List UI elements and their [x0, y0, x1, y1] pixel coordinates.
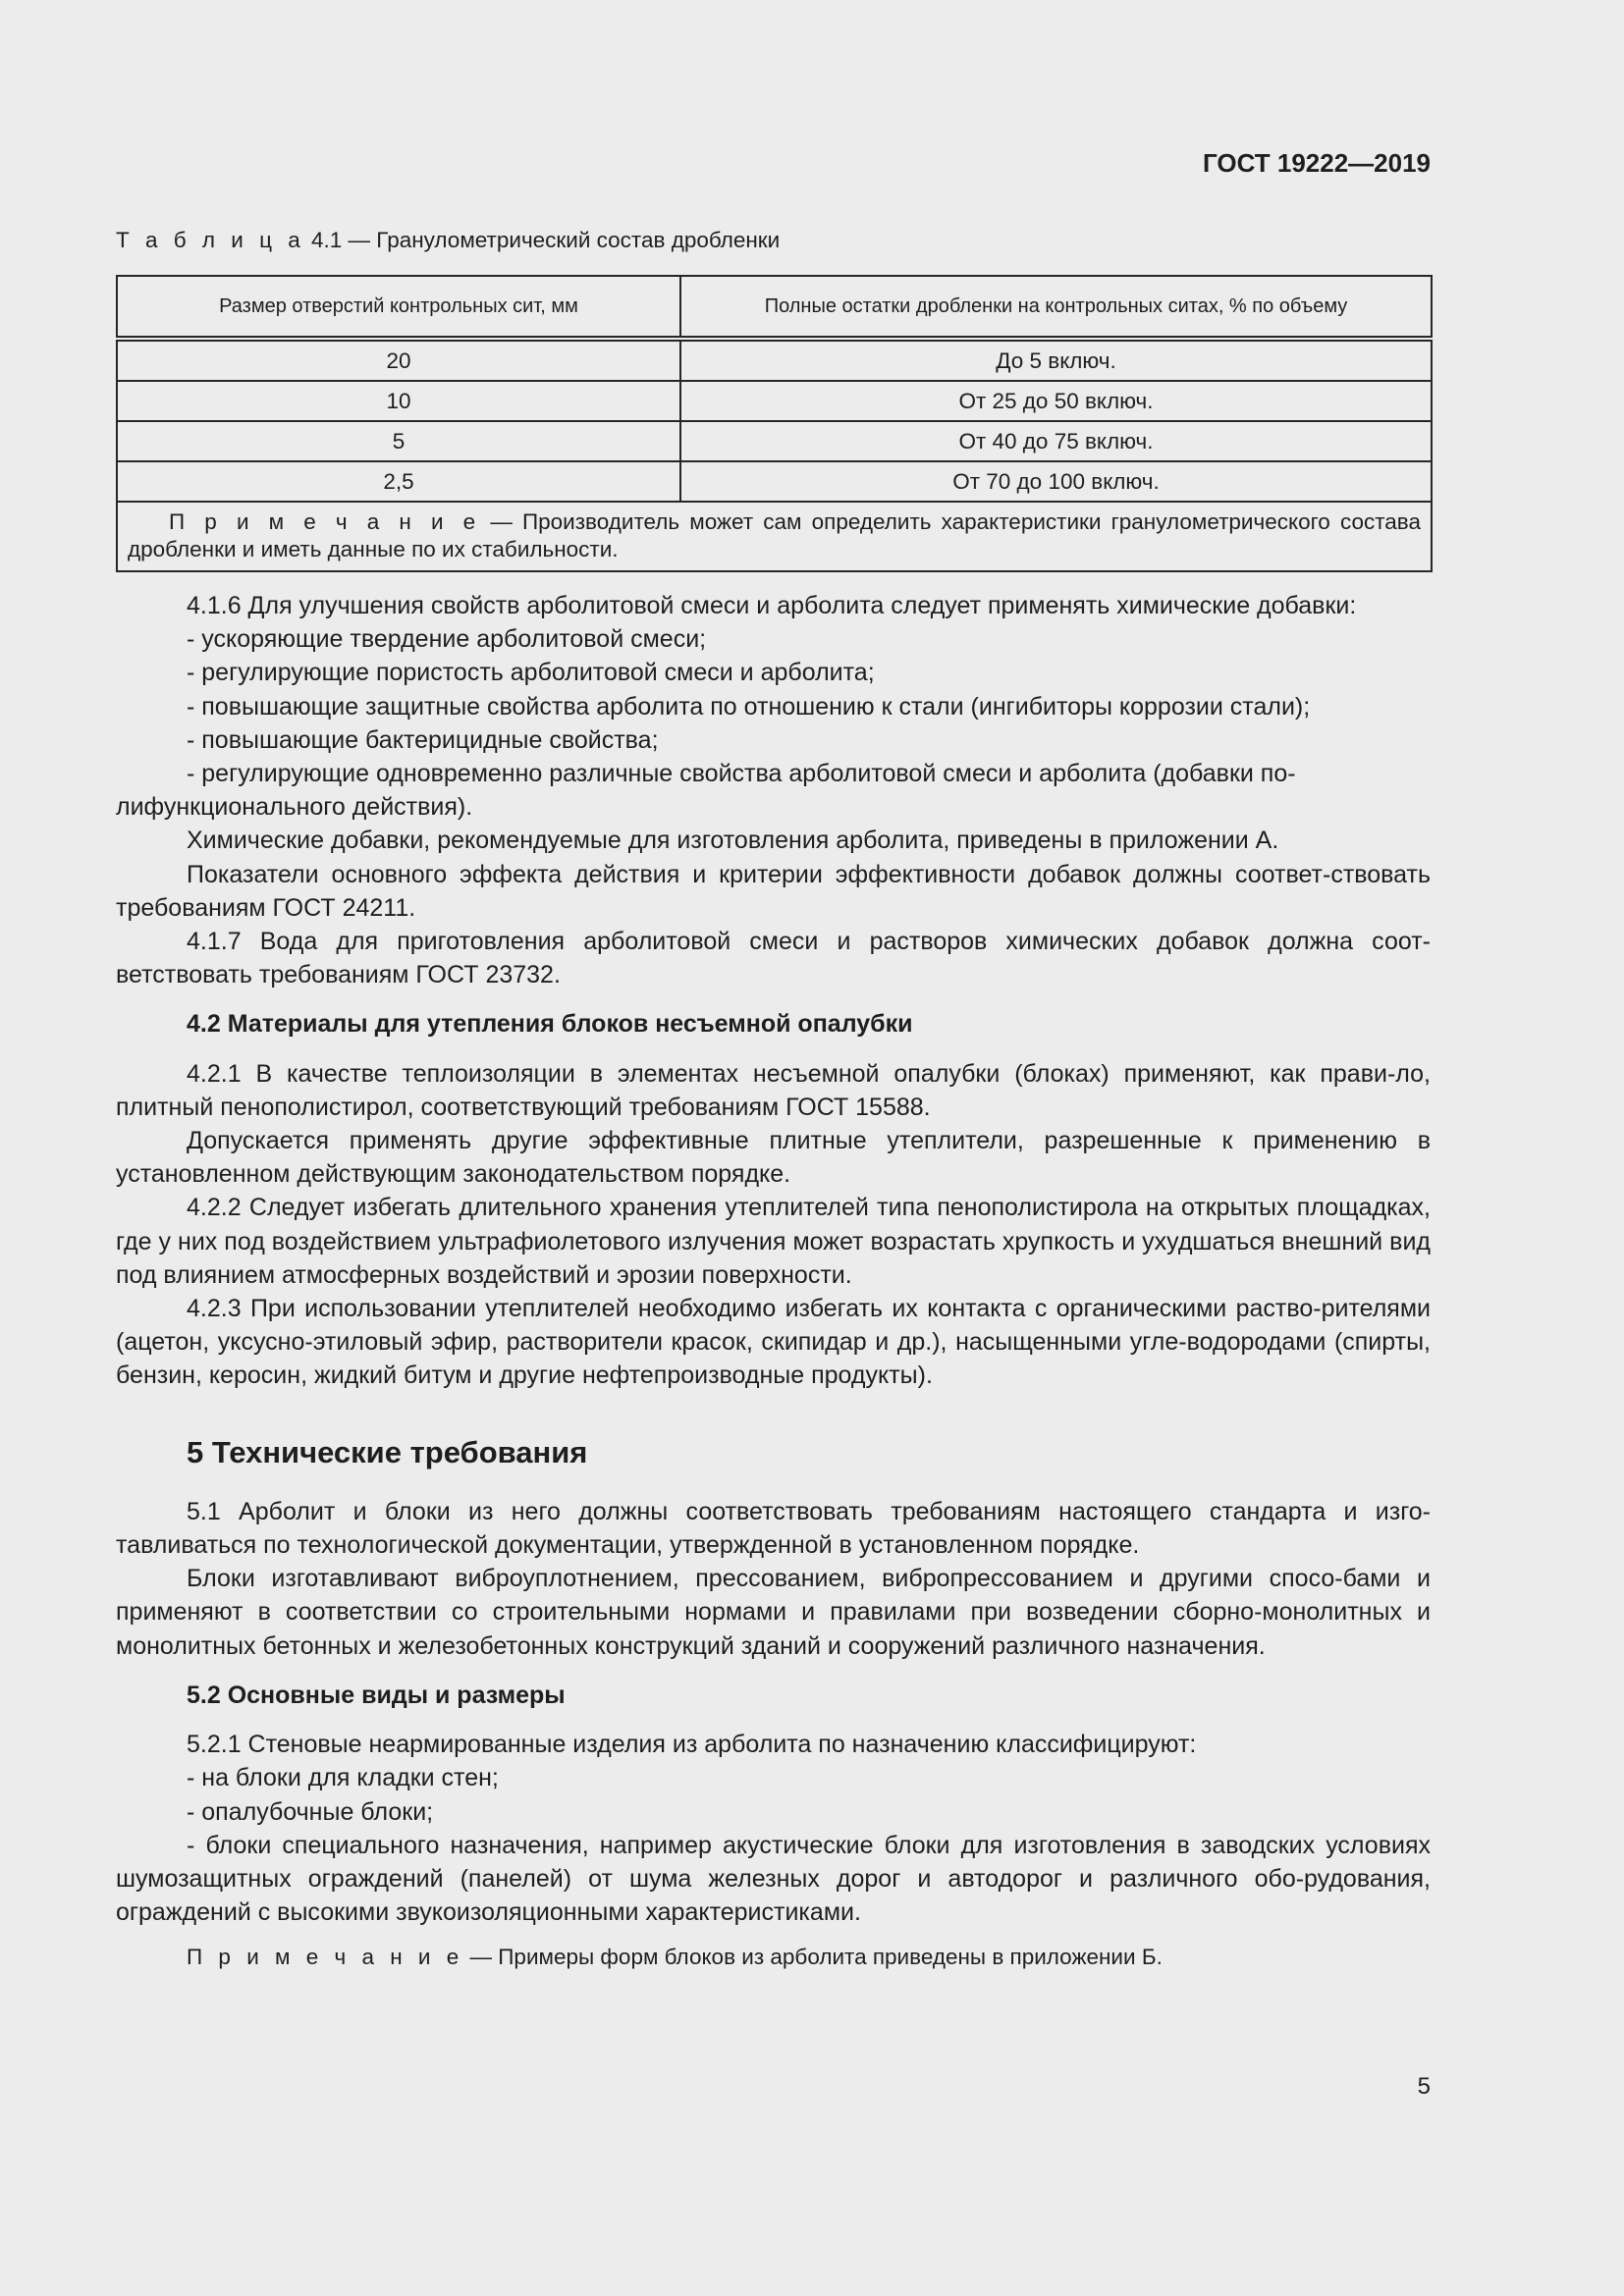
- table-note: [117, 502, 1432, 571]
- list-item: - повышающие бактерицидные свойства;: [187, 725, 659, 754]
- note-label: П р и м е ч а н и е: [187, 1945, 464, 1970]
- document-code: ГОСТ 19222—2019: [1203, 148, 1431, 178]
- table-cell: От 70 до 100 включ.: [680, 461, 1432, 502]
- paragraph-4-1-7: 4.1.7 Вода для приготовления арболитовой смеси и растворов химических добавок должна соот-ветствовать требованиям ГОСТ 23732.: [116, 928, 1431, 989]
- list-item: - на блоки для кладки стен;: [187, 1764, 499, 1792]
- note: [116, 1941, 1431, 1974]
- table-cell: 20: [117, 339, 680, 381]
- table-note-text: — Производитель может сам определить характеристики гранулометрического состава дробленки и иметь данные по их стабильности.: [128, 509, 1421, 561]
- table-caption-text: 4.1 — Гранулометрический состав дробленки: [311, 228, 781, 252]
- paragraph-5-1: 5.1 Арболит и блоки из него должны соответствовать требованиям настоящего стандарта и изго-тавливаться по технологической документации, утвержденной в установленном порядке.: [116, 1497, 1431, 1560]
- paragraph-4-2-2: 4.2.2 Следует избегать длительного хранения утеплителей типа пенополистирола на открытых площадках, где у них под воздействием ультрафиолетового излучения может возрастать хрупкость и ухудшаться внешний вид под влиянием атмосферных воздействий и эрозии поверхности.: [116, 1194, 1431, 1289]
- table-row: [117, 339, 1432, 381]
- table-col-header: Полные остатки дробленки на контрольных ситах, % по объему: [680, 276, 1432, 339]
- paragraph: Химические добавки, рекомендуемые для изготовления арболита, приведены в приложении А.: [187, 827, 1279, 855]
- list-item-continuation: лифункционального действия).: [116, 793, 473, 822]
- document-page: [116, 0, 1431, 2296]
- table-caption: [116, 226, 780, 255]
- note-text: — Примеры форм блоков из арболита приведены в приложении Б.: [463, 1945, 1163, 1970]
- table-row: [117, 461, 1432, 502]
- table-caption-label: Т а б л и ц а: [116, 228, 305, 252]
- list-item: - повышающие защитные свойства арболита по отношению к стали (ингибиторы коррозии стали);: [187, 692, 1311, 721]
- paragraph: Блоки изготавливают виброуплотнением, прессованием, вибропрессованием и другими спосо-бами и применяют в соответствии со строительными нормами и правилами при возведении сборно-монолитных и монолитных бетонных и железобетонных конструкций зданий и сооружений различного назначения.: [116, 1565, 1431, 1660]
- table-note-label: П р и м е ч а н и е: [169, 509, 481, 534]
- table-row: [117, 381, 1432, 421]
- list-item: - блоки специального назначения, например акустические блоки для изготовления в заводских условиях шумозащитных ограждений (панелей) от шума железных дорог и автодорог и различного обо-рудования, ограждений с высокими звукоизоляционными характеристиками.: [116, 1831, 1431, 1927]
- list-item: - регулирующие одновременно различные свойства арболитовой смеси и арболита (добавки по-: [187, 760, 1296, 788]
- paragraph-4-2-1: 4.2.1 В качестве теплоизоляции в элементах несъемной опалубки (блоках) применяют, как прави-ло, плитный пенополистирол, соответствующий требованиям ГОСТ 15588.: [116, 1059, 1431, 1121]
- list-item: - ускоряющие твердение арболитовой смеси;: [187, 625, 707, 654]
- table-note-row: [117, 502, 1432, 571]
- table-cell: 10: [117, 381, 680, 421]
- table-cell: От 40 до 75 включ.: [680, 421, 1432, 461]
- list-item: - опалубочные блоки;: [187, 1797, 434, 1826]
- section-heading-5-2: 5.2 Основные виды и размеры: [187, 1681, 566, 1709]
- section-heading-4-2: 4.2 Материалы для утепления блоков несъемной опалубки: [187, 1010, 913, 1039]
- table-header-row: [117, 276, 1432, 339]
- table-cell: 2,5: [117, 461, 680, 502]
- paragraph-5-2-1: 5.2.1 Стеновые неармированные изделия из арболита по назначению классифицируют:: [187, 1731, 1197, 1759]
- granulometric-table: [116, 275, 1433, 572]
- table-row: [117, 421, 1432, 461]
- paragraph-4-2-3: 4.2.3 При использовании утеплителей необходимо избегать их контакта с органическими раство-рителями (ацетон, уксусно-этиловый эфир, растворители красок, скипидар и др.), насыщенными угле-водородами (спирты, бензин, керосин, жидкий битум и другие нефтепроизводные продукты).: [116, 1295, 1431, 1390]
- table-cell: До 5 включ.: [680, 339, 1432, 381]
- page-number: 5: [1417, 2073, 1431, 2100]
- list-item: - регулирующие пористость арболитовой смеси и арболита;: [187, 659, 875, 687]
- paragraph-4-1-6: 4.1.6 Для улучшения свойств арболитовой смеси и арболита следует применять химические добавки:: [187, 592, 1357, 619]
- section-heading-5: 5 Технические требования: [187, 1434, 588, 1469]
- document-body: [116, 589, 1431, 1975]
- paragraph: Показатели основного эффекта действия и критерии эффективности добавок должны соответ-ствовать требованиям ГОСТ 24211.: [116, 860, 1431, 922]
- table-col-header: Размер отверстий контрольных сит, мм: [117, 276, 680, 339]
- paragraph: Допускается применять другие эффективные плитные утеплители, разрешенные к применению в установленном действующим законодательством порядке.: [116, 1127, 1431, 1189]
- table-cell: От 25 до 50 включ.: [680, 381, 1432, 421]
- table-cell: 5: [117, 421, 680, 461]
